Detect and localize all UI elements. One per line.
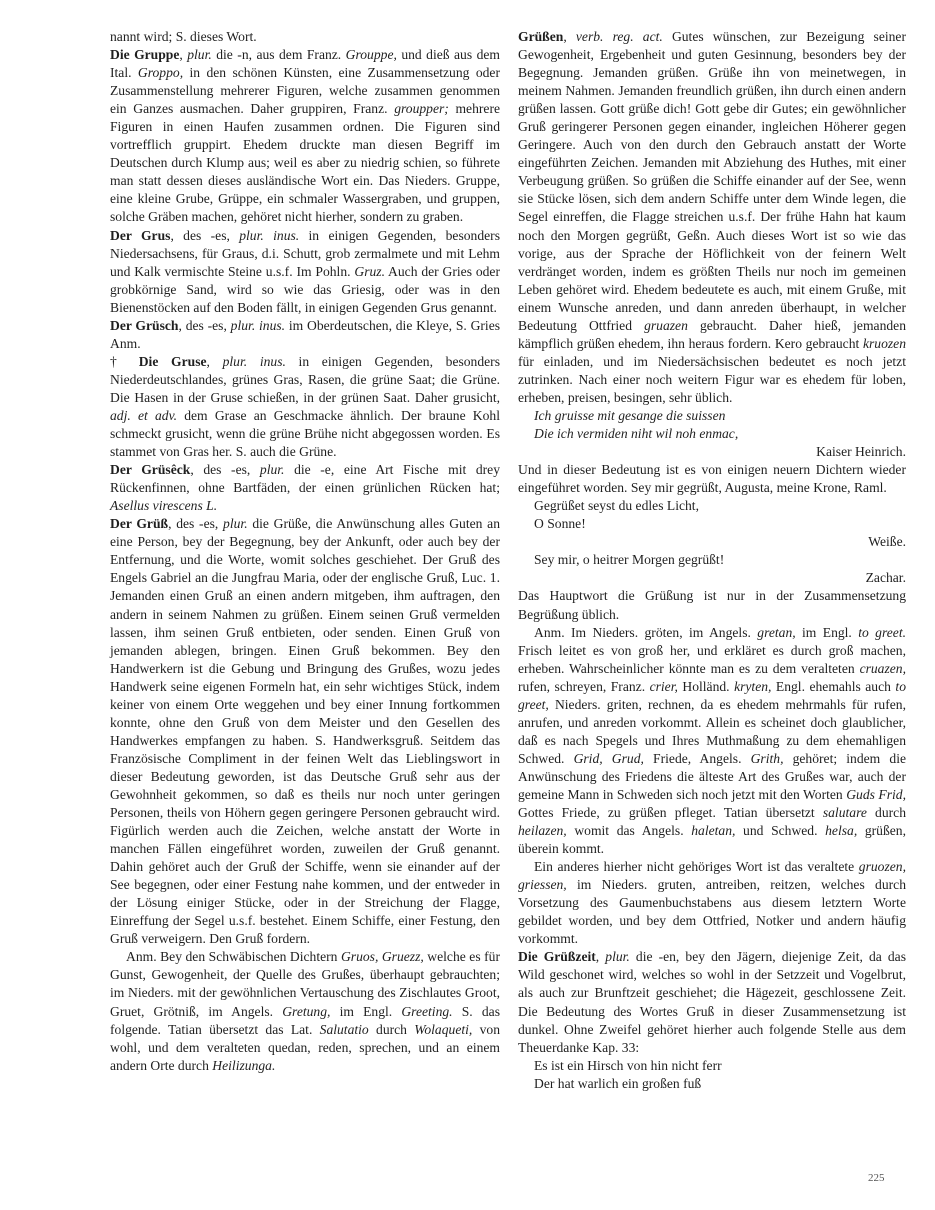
entry-text: , des -es, [170, 227, 240, 243]
foreign-word: Greeting. [401, 1003, 453, 1019]
left-column [110, 28, 500, 1075]
foreign-word: groupper; [394, 101, 449, 117]
entry-gruppe [110, 46, 500, 226]
entry-text: , des -es, [178, 317, 231, 333]
headword: Der Grus [110, 227, 171, 243]
grammar-note: plur. [187, 47, 212, 63]
foreign-word: gretan, [757, 624, 796, 640]
verse-line: Ich gruisse mit gesange die suissen [534, 407, 726, 423]
entry-text: Nieders. griten, rechnen, da es ehedem mehrmahls für rufen, anrufen, und anreden vorkommt. Allein es scheinet doch glaublicher, daß es nach Spegels und Ihres Muthmaßung zu dem ehemahligen Schwed. [518, 696, 906, 766]
entry-text: , [179, 47, 188, 63]
entry-text: , des -es, [190, 462, 260, 478]
entry-gruesszeit [518, 948, 906, 1056]
grammar-note: plur. inus. [239, 227, 300, 243]
grammar-note: plur. [259, 462, 285, 478]
grammar-note: plur. inus. [222, 353, 286, 369]
verse-attribution: Kaiser Heinrich. [816, 444, 906, 460]
foreign-word: gruozen, griessen, [518, 859, 906, 893]
entry-text: womit das Angels. [566, 823, 692, 839]
entry-text: die -e, eine Art Fische mit drey Rückenfinnen, ohne Bartfäden, der einen grünlichen Rücken hat; [110, 462, 501, 496]
foreign-word: helsa, [825, 823, 858, 839]
entry-text: im Nieders. gruten, antreiben, reitzen, welches durch Vorsetzung des Gaumenbuchstabens aus diesem letztern Worte gebildet worden, und bey dem Ottfried, Notker und andern häufig vorkommt. [518, 877, 906, 947]
entry-text: Anm. Im Nieders. gröten, im Angels. [534, 624, 758, 640]
entry-text: Frisch leitet es von groß her, und erkläret es durch groß machen, erheben. Wahrscheinlicher könnte man es zu dem veralteten [518, 642, 906, 676]
verse-line: Die ich vermiden niht wil noh enmac, [534, 426, 739, 442]
entry-gruessen [518, 28, 906, 407]
verse-quote [518, 407, 906, 443]
headword: Der Grüß [110, 516, 169, 532]
grammar-note: plur. inus. [230, 317, 286, 333]
foreign-word: Wolaqueti, [414, 1021, 473, 1037]
grammar-note: plur. [605, 949, 630, 965]
headword: Die Gruse [138, 353, 207, 369]
entry-text: und dieß aus dem Ital. [110, 47, 500, 81]
entry-text: welche es für Gunst, Gewogenheit, der Quelle des Grußes, überhaupt gebrauchten; im Nieders. mit der gewöhnlichen Vertauschung des Zischlautes Groot, Gruet, Grötniß, im Angels. [110, 949, 500, 1019]
foreign-word: to greet. [858, 624, 906, 640]
entry-text: S. das folgende. Tatian übersetzt das Lat. [110, 1003, 500, 1037]
foreign-word: cruazen, [859, 660, 906, 676]
headword: Die Gruppe [110, 47, 180, 63]
grammar-note: verb. reg. act. [575, 29, 663, 44]
entry-gruss-note [110, 948, 500, 1074]
foreign-word: Grith, [750, 750, 784, 766]
entry-text: im Engl. [330, 1003, 402, 1019]
entry-text: Gutes wünschen, zur Bezeigung seiner Gewogenheit, Ergebenheit und guten Gesinnung, besonders bey der Begegnung. Jemanden grüßen. Grüße ihn von meinetwegen, in meinem Nahmen. Jemanden freundlich grüßen, ihn durch einen andern grüßen lassen. Gott grüße dich! Gott gebe dir Gutes; ein gewöhnlicher Gruß geringerer Personen gegen einander, ingleichen Höherer gegen Geringere. Auch von den durch den Gebrauch anstatt der Worte eingeführten Zeichen. Jemanden mit Abziehung des Huthes, mit einer Verbeugung grüßen. So grüßen die Schiffe einander auf der See, wenn sie Stücke lösen, sich dem andern Schiffe unter dem Winde legen, die Segel einreffen, die Flagge streichen u.s.f. Der frühe Hahn hat kaum noch den Morgen gegrüßt, Geßn. Auch dieses Wort ist so wie das vorige, aus der Sprache der Höflichkeit von der feinern Welt verdränget worden, indem es größten Theils nur noch im gemeinen Leben gehöret wird. Ehedem bedeutete es auch, mit einem Gruße, mit einem Wunsche anreden, und dann anreden überhaupt, in welcher Bedeutung Ottfried [518, 29, 906, 333]
entry-gruesch [110, 317, 500, 353]
foreign-word: crier, [649, 678, 678, 694]
foreign-word: salutare [822, 805, 867, 821]
entry-text: und Schwed. [735, 823, 826, 839]
verse-line: Der hat warlich ein großen fuß [534, 1075, 702, 1091]
entry-text: im Oberdeutschen, die Kleye, S. Gries Anm. [110, 317, 501, 351]
entry-continuation: nannt wird; S. dieses Wort. [110, 29, 257, 44]
grammar-note: adj. et adv. [110, 407, 178, 423]
entry-text: in einigen Gegenden, besonders Niedersachsens, für Graus, d.i. Schutt, grob zermalmete und mit Lehm und Kalk vermischte Steine u.s.f. Im Pohln. [110, 227, 500, 279]
entry-text: Auch der Gries oder grobkörnige Sand, wird so wie das Griesig, oder was in den Bienenstöcken auf den Boden fällt, in einigen Gegenden Grus genannt. [110, 263, 500, 315]
foreign-word: heilazen, [518, 823, 567, 839]
entry-text: Gottes Friede, zu grüßen pfleget. Tatian übersetzt [518, 805, 823, 821]
entry-text: für einladen, und im Niedersächsischen bedeutet es noch jetzt zutrinken. Nach einer noch weitern Figur war es ehedem für loben, erheben, preisen, besingen, sehr üblich. [518, 353, 906, 405]
entry-gruss [110, 515, 500, 948]
foreign-word: Groppo, [137, 65, 184, 81]
foreign-word: kruozen [862, 335, 906, 351]
entry-text: im Engl. [795, 624, 859, 640]
entry-text: die -n, aus dem Franz. [211, 47, 346, 63]
foreign-word: Grid, Grud, [573, 750, 644, 766]
entry-text: gehöret; indem die Anwünschung des Friedens die älteste Art des Grußes war, auch der gemeine Mann in Schweden sich noch jetzt mit den Worten [518, 750, 907, 802]
verse-quote [518, 551, 906, 569]
entry-text: , [206, 353, 223, 369]
entry-text: durch [866, 805, 906, 821]
entry-text: in den schönen Künsten, eine Zusammensetzung oder Zusammenstellung mehrerer Figuren, welche zusammen genommen ein Ganzes ausmachen. Daher gruppiren, Franz. [110, 65, 500, 117]
grammar-note: plur. [223, 516, 248, 532]
entry-text: in einigen Gegenden, besonders Niederdeutschlandes, grünes Gras, Rasen, die grüne Saat; die Grüne. Die Hasen in der Gruse schießen, in der grünen Saat. Daher grusicht, [110, 353, 501, 405]
verse-line: Gegrüßet seyst du edles Licht, [534, 498, 699, 514]
foreign-word: kryten, [734, 678, 772, 694]
entry-text: , [595, 949, 606, 965]
verse-line: Sey mir, o heitrer Morgen gegrüßt! [534, 552, 725, 568]
foreign-word: Grouppe, [345, 47, 397, 63]
entry-text: rufen, schreyen, Franz. [518, 678, 650, 694]
latin-name: Asellus virescens L. [110, 498, 218, 514]
entry-text: , [563, 29, 576, 44]
dagger-mark: † [110, 353, 139, 369]
entry-text: Friede, Angels. [643, 750, 751, 766]
entry-text: Holländ. [677, 678, 735, 694]
entry-text: gebraucht. Daher hieß, jemanden kämpflich grüßen ehedem, ihn heraus fordern. Kero gebraucht [518, 317, 906, 351]
paragraph: Und in dieser Bedeutung ist es von einigen neuern Dichtern wieder eingeführet worden. Sey mir gegrüßt, Augusta, meine Krone, Raml. [518, 462, 906, 496]
entry-gruessen-note [518, 624, 906, 859]
paragraph [518, 858, 906, 948]
foreign-word: Gruz. [354, 263, 385, 279]
paragraph: Das Hauptwort die Grüßung ist nur in der Zusammensetzung Begrüßung üblich. [518, 588, 906, 622]
foreign-word: Heilizunga. [212, 1057, 276, 1073]
foreign-word: Salutatio [319, 1021, 369, 1037]
right-column [518, 28, 906, 1093]
entry-grus [110, 227, 500, 317]
entry-text: , des -es, [168, 516, 224, 532]
entry-text: mehrere Figuren in einen Haufen zusammen ordnen. Die Figuren sind vortrefflich gruppirt. Ehedem druckte man diesen Begriff im Deutschen durch Klump aus; weil es aber zu niedrig schien, so führete man statt dessen dieses ausländische Wort ein. Das Nieders. Gruppe, eine kleine Grube, Grüppe, ein schmaler Wassergraben, und gruppen, solche Gräben machen, gehöret nicht hierher, sondern zu graben. [110, 101, 500, 225]
entry-grueseck [110, 461, 500, 515]
foreign-word: to greet, [518, 678, 906, 712]
entry-text: Anm. Bey den Schwäbischen Dichtern [126, 949, 341, 965]
entry-gruse [110, 353, 500, 461]
entry-text: dem Grase an Geschmacke ähnlich. Der braune Kohl schmeckt grusicht, wenn die grüne Brühe nicht abgegossen worden. Es stammet von Gras her. S. auch die Grüne. [110, 407, 500, 460]
foreign-word: Gretung, [282, 1003, 331, 1019]
verse-quote [518, 1057, 906, 1093]
page-number: 225 [868, 1172, 885, 1184]
headword: Der Grüsêck [110, 462, 191, 478]
entry-text: grüßen, überein kommt. [518, 823, 906, 857]
entry-text: die Grüße, die Anwünschung alles Guten an eine Person, bey der Begegnung, bey der Ankunft, oder auch bey der Entfernung, und die Worte, womit solches geschiehet. Der Gruß des Engels Gabriel an die Jungfrau Maria, oder der englische Gruß, Luc. 1. Jemanden einen Gruß an einen andern mitgeben, ihm auftragen, den andern in seinem Nahmen zu grüßen. Einem seinen Gruß vermelden lassen, ihm seinen Gruß entbieten, oder senden. Einen Gruß von jemanden ablegen, bringen. Einen Gruß bekommen. Bey den Handwerkern ist die Gebung und Bringung des Grußes, wozu jedes Handwerk seine eigenen Formeln hat, ein sehr wichtiges Stück, indem keiner von einem Orte weggehen und bey einer Innung fortkommen konnte, ohne den Gruß von dem Meister und den Gesellen des Handwerkes empfangen zu haben. S. Handwerksgruß. Seitdem das Französische Compliment in der feinen Welt das Lieblingswort in dieser Bedeutung geworden, ist das Deutsche Gruß sehr aus der Gewohnheit gekommen, so daß es theils nur noch unter geringen Personen, theils von Höhern gegen geringere Personen gebraucht wird. Figürlich werden auch die Zeichen, welche anstatt der Worte in manchen Fällen eingeführet worden, zuweilen der Gruß genannt. Dahin gehöret auch der Gruß der Schiffe, wenn sie einander auf der See begegnen, oder einer Festung nahe kommen, und der entweder in der Lösung einiger Stücke, oder in der Streichung der Flagge, Einreffung der Segel u.s.f. bestehet. Einem Schiffe, einer Festung, den Gruß verweigern. Den Gruß fordern. [110, 516, 501, 947]
entry-text: durch [368, 1021, 415, 1037]
headword: Der Grüsch [110, 317, 179, 333]
foreign-word: haletan, [691, 823, 736, 839]
entry-text: von wohl, und dem veralteten quedan, reden, sprechen, und an einem andern Orte durch [110, 1021, 500, 1073]
foreign-word: Guds Frid, [846, 786, 906, 802]
headword: Grüßen [518, 29, 564, 44]
foreign-word: Gruos, Gruezz, [340, 949, 424, 965]
verse-line: Es ist ein Hirsch von hin nicht ferr [534, 1057, 722, 1073]
entry-text: Engl. ehemahls auch [771, 678, 896, 694]
verse-quote [518, 497, 906, 533]
headword: Die Grüßzeit [518, 949, 596, 965]
verse-line: O Sonne! [534, 516, 586, 532]
verse-attribution: Weiße. [868, 534, 906, 550]
entry-text: die -en, bey den Jägern, diejenige Zeit, da das Wild geschonet wird, welches so wohl in der Setzzeit und Vogelbrut, als auch zur Brunftzeit geschiehet; die Hägezeit, geschlossene Zeit. Die Bedeutung des Wortes Gruß in dieser Zusammensetzung ist dunkel. Ohne Zweifel gehöret hierher auch folgende Stelle aus dem Theuerdanke Kap. 33: [518, 949, 906, 1055]
entry-text: Ein anderes hierher nicht gehöriges Wort ist das veraltete [534, 859, 859, 875]
verse-attribution: Zachar. [865, 570, 906, 586]
foreign-word: gruazen [644, 317, 688, 333]
